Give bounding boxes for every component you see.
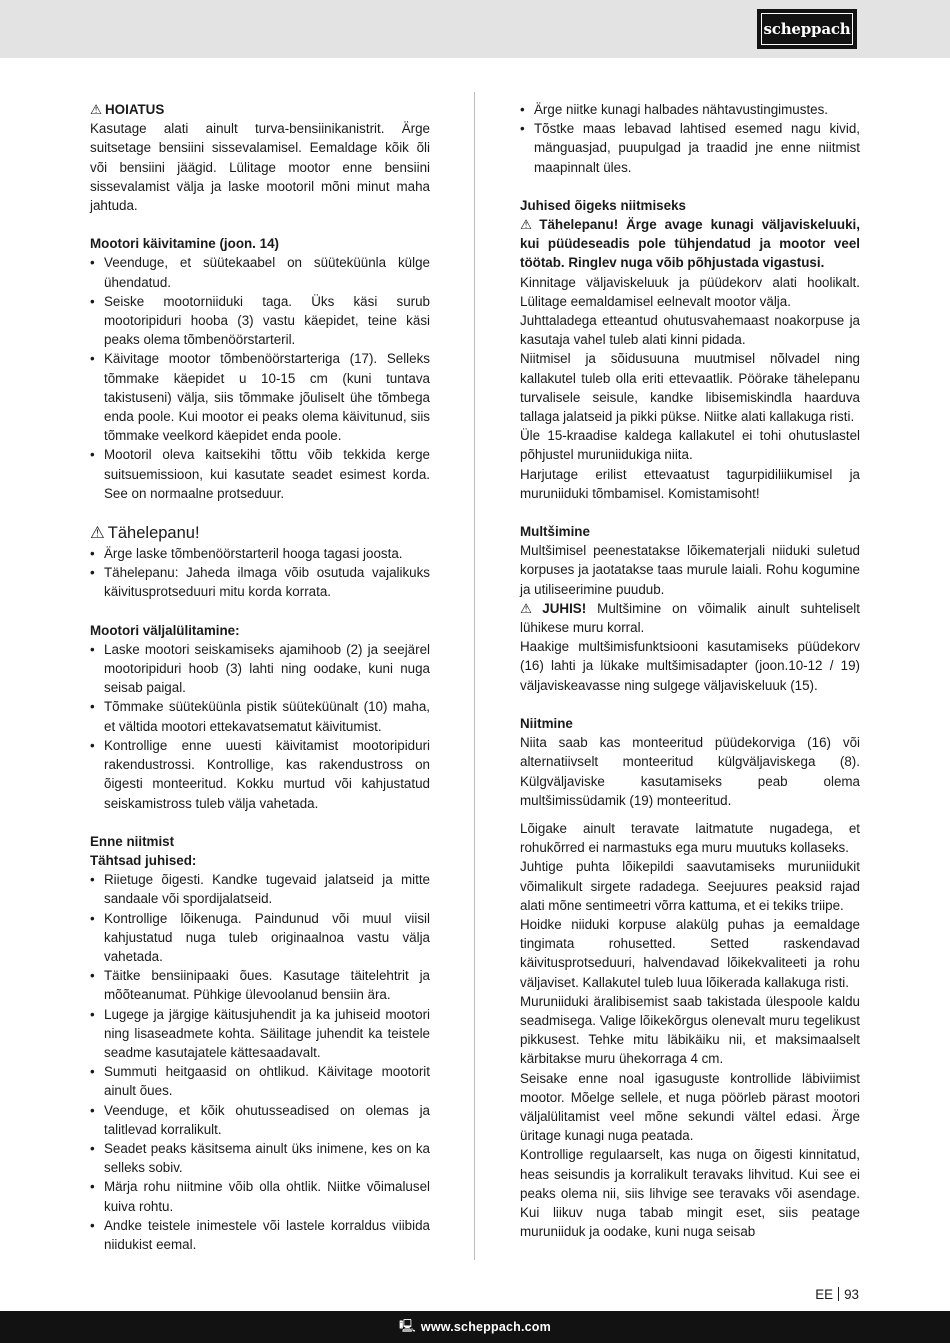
list-item: • Kontrollige enne uuesti käivitamist mootoripiduri rakendustrossi. Kontrollige, kas rakendustross on õigesti monteeritud. Kokku murtud või kahjustatud seiskamistross tuleb välja vahetada. (90, 736, 430, 813)
niitmine-section (520, 714, 860, 1241)
list-item: • Summuti heitgaasid on ohtlikud. Käivitage mootorit ainult õues. (90, 1062, 430, 1100)
enne-niitmist-title: Enne niitmist (90, 833, 175, 849)
paragraph: Juhtige puhta lõikepildi saavutamiseks muruniidukit võimalikult sirgete radadega. Seejuures peaksid rajad alati mõne sentimeetri võrra kattuma, et ei tekiks triipe. (520, 859, 860, 913)
computer-icon: 🖳 (399, 1318, 416, 1333)
separator (838, 1287, 839, 1301)
footer-url[interactable]: www.scheppach.com (420, 1320, 551, 1334)
valjalulitamine-section (90, 621, 430, 813)
list-item: • Laske mootori seiskamiseks ajamihoob (2) ja seejärel mootoripiduri hoob (3) lahti ning oodake, kuni nuga seisab paigal. (90, 640, 430, 698)
hoiatus-text: Kasutage alati ainult turva-bensiinikanistrit. Ärge suitsetage bensiini sissevalamisel. Eemaldage kõik õli või bensiini jäägid. Lülitage mootor enne bensiini sissevalamist välja ja laske mootoril mõni minut maha jahtuda. (90, 121, 430, 214)
valjalulitamine-title: Mootori väljalülitamine: (90, 622, 240, 638)
footer-bar (0, 1311, 950, 1343)
multsimine-text: Multšimisel peenestatakse lõikematerjali niiduki suletud korpuses ja jaotatakse taas murule laiali. Rohu kogumine ja utiliseerimine puudub. (520, 543, 860, 597)
tahelepanu-title: Tähelepanu! (107, 524, 200, 543)
kaivitamine-title: Mootori käivitamine (joon. 14) (90, 236, 279, 252)
paragraph: Juhttaladega etteantud ohutusvahemaast noakorpuse ja kasutaja vahel tuleb alati kinni pidada. (520, 313, 860, 348)
paragraph: Muruniiduki äralibisemist saab takistada ülespoole kaldu seadmisega. Valige lõikekõrgus olenevalt muru tegelikust pikkusest. Tehke mitu läbikäiku nii, et maksimaalselt kärbitakse muru ühekorraga 4 cm. (520, 993, 860, 1067)
right-column (520, 100, 860, 1241)
paragraph: Niitmisel ja sõidusuuna muutmisel nõlvadel ning kallakutel tuleb olla eriti ettevaatlik. Pöörake tähelepanu turvalisele seisule, kandke libisemiskindla haarduva tallaga jalatseid ja pikki pükse. Niitke alati kallakuga risti. (520, 351, 860, 425)
paragraph: Lõigake ainult teravate laitmatute nugadega, et rohukõrred ei narmastuks ega muru muutuks kollaseks. (520, 820, 860, 856)
multsimine-title: Multšimine (520, 524, 590, 540)
hoiatus-section (90, 100, 430, 215)
list-item: • Seadet peaks käsitsema ainult üks inimene, kes on ka selleks sobiv. (90, 1139, 430, 1177)
list-item: • Tähelepanu: Jaheda ilmaga võib osutuda vajalikuks käivitusprotseduuri mitu korda korrata. (90, 563, 430, 601)
visibility-bullets (520, 100, 860, 177)
list-item: • Veenduge, et süütekaabel on süüteküünla külge ühendatud. (90, 253, 430, 291)
paragraph: Kontrollige regulaarselt, kas nuga on õigesti kinnitatud, heas seisundis ja korralikult teravaks lihvitud. Kui see ei peaks olema nii, siis lihvige see teravaks või asendage. Kui liikuv nuga tabab mingit eset, siis peatage muruniiduk ja oodake, kuni nuga seisab (520, 1147, 860, 1240)
juhised-section (520, 196, 860, 503)
multsimine-text2: Haakige multšimisfunktsiooni kasutamiseks püüdekorv (16) lahti ja lükake multšimisadapter (joon.10-12 / 19) väljaviskeavasse ning sulgege väljaviskeluuk (15). (520, 639, 860, 693)
list-item: • Seiske mootorniiduki taga. Üks käsi surub mootoripiduri hooba (3) vastu käepidet, teine käsi peaks olema tõmbenöörstarteril. (90, 292, 430, 350)
list-item: • Tõstke maas lebavad lahtised esemed nagu kivid, mänguasjad, puupulgad ja traadid jne enne niitmist maapinnalt üles. (520, 119, 860, 177)
list-item: • Ärge laske tõmbenöörstarteril hooga tagasi joosta. (90, 544, 430, 563)
left-column (90, 100, 430, 1254)
list-item: • Tõmmake süüteküünla pistik süüteküünalt (10) maha, et vältida mootori ettekavatsematut käivitumist. (90, 697, 430, 735)
list-item: • Andke teistele inimestele või lastele korraldus viibida niidukist eemal. (90, 1216, 430, 1254)
juhised-warning: Tähelepanu! Ärge avage kunagi väljaviskeluuki, kui püüdeseadis pole tühjendatud ja mootor veel töötab. Ringlev nuga võib põhjustada vigastusi. (520, 217, 860, 271)
warning-triangle-icon: ⚠ (90, 524, 105, 543)
list-item: • Mootoril oleva kaitsekihi tõttu võib tekkida kerge suitsuemissioon, kui kasutate seadet esimest korda. See on normaalne protseduur. (90, 445, 430, 503)
list-item: • Täitke bensiinipaaki õues. Kasutage täitelehtrit ja mõõteanumat. Pühkige ülevoolanud bensiin ära. (90, 966, 430, 1004)
paragraph: Üle 15-kraadise kaldega kallakutel ei tohi ohutuslastel põhjustel muruniidukiga niita. (520, 428, 860, 463)
list-item: • Lugege ja järgige käitusjuhendit ja ka juhiseid mootori ning lisaseadmete kohta. Säilitage juhendit ka teistele seadme kasutajatele kättesaadavalt. (90, 1005, 430, 1063)
paragraph: Kinnitage väljaviskeluuk ja püüdekorv alati hoolikalt. Lülitage eemaldamisel eelnevalt mootor välja. (520, 274, 860, 309)
page-number (815, 1287, 859, 1302)
enne-niitmist-section (90, 832, 430, 1254)
paragraph: Seisake enne noal igasuguste kontrollide läbiviimist mootor. Mõelge sellele, et nuga pöörleb pärast mootori väljalülitamist veel mõne sekundi vältel edasi. Ärge üritage kunagi nuga peatada. (520, 1070, 860, 1144)
page-number-value: 93 (844, 1287, 859, 1302)
tahelepanu-section (90, 522, 430, 602)
niitmine-title: Niitmine (520, 715, 573, 731)
list-item: • Kontrollige lõikenuga. Paindunud või muul viisil kahjustatud nuga tuleb originaalnoa vastu välja vahetada. (90, 909, 430, 967)
kaivitamine-section (90, 234, 430, 503)
warning-triangle-icon: ⚠ (520, 217, 537, 233)
multsimine-section (520, 522, 860, 695)
list-item: • Riietuge õigesti. Kandke tugevaid jalatseid ja mitte sandaale või spordijalatseid. (90, 870, 430, 908)
paragraph: Hoidke niiduki korpuse alakülg puhas ja eemaldage tingimata rohusetted. Setted raskendavad käivitusprotseduuri, halvendavad lõikekvaliteeti ja rohu väljaviset. Kallakutel tuleb luua lõikerada kallakuga risti. (520, 916, 860, 990)
juhised-title: Juhised õigeks niitmiseks (520, 197, 686, 213)
hoiatus-title: HOIATUS (105, 102, 165, 117)
scheppach-logo: scheppach (757, 9, 857, 49)
niitmine-text: Niita saab kas monteeritud püüdekorviga (16) või alternatiivselt monteeritud külgväljaviskega (8). Külgväljaviske kasutamiseks peab olema multšimissüdamik (19) monteeritud. (520, 735, 860, 808)
paragraph: Harjutage erilist ettevaatust tagurpidiliikumisel ja muruniiduki tõmbamisel. Komistamisoht! (520, 466, 860, 501)
list-item: • Käivitage mootor tõmbenöörstarteriga (17). Selleks tõmmake käepidet u 10-15 cm (kuni tuntava takistuseni) välja, siis tõmmake jõuliselt ühe tõmbega enda poole. Kui mootor ei peaks olema käivitunud, siis tõmmake veelkord käepidet enda poole. (90, 349, 430, 445)
list-item: • Ärge niitke kunagi halbades nähtavustingimustes. (520, 100, 860, 119)
list-item: • Märja rohu niitmine võib olla ohtlik. Niitke võimalusel kuiva rohtu. (90, 1177, 430, 1215)
juhis-text: Multšimine on võimalik ainult suhteliselt lühikese muru korral. (520, 600, 860, 636)
column-divider (474, 92, 475, 1260)
language-code: EE (815, 1287, 834, 1302)
list-item: • Veenduge, et kõik ohutusseadised on olemas ja talitlevad korralikult. (90, 1101, 430, 1139)
warning-triangle-icon: ⚠ (90, 102, 103, 117)
enne-niitmist-subtitle: Tähtsad juhised: (90, 852, 197, 868)
juhis-label: JUHIS! (542, 600, 587, 616)
warning-triangle-icon: ⚠ (520, 600, 540, 616)
